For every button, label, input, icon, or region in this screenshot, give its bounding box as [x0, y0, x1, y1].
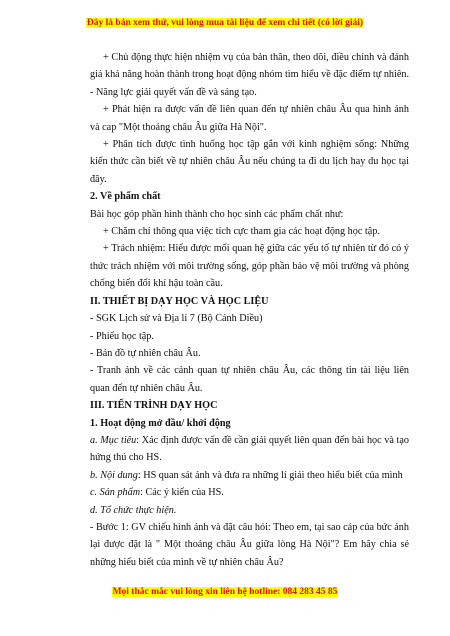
- implementation-label: d. Tổ chức thực hiện.: [90, 504, 177, 516]
- section-heading: 2. Về phẩm chất: [90, 191, 161, 203]
- objective-text: : Xác định được vấn đề cần giải quyết liên quan đến bài học và tạo hứng thú cho HS.: [90, 434, 409, 464]
- paragraph: + Chủ động thực hiện nhiệm vụ của bản thân, theo dõi, điều chỉnh và đánh giá khả năng hoàn thành trong hoạt động nhóm tìm hiểu về đặc điểm tự nhiên.: [90, 52, 410, 81]
- content-label: b. Nội dung: [90, 469, 138, 481]
- hotline-banner-text: Mọi thắc mắc vui lòng xin liên hệ hotline: 084 283 45 85: [112, 587, 338, 597]
- hotline-banner: [0, 587, 450, 597]
- preview-banner-text: Đây là bản xem thử, vui lòng mua tài liệu để xem chi tiết (có lời giải): [86, 18, 364, 28]
- paragraph: - Bản đồ tự nhiên châu Âu.: [90, 347, 201, 359]
- paragraph: - Tranh ảnh về các cảnh quan tự nhiên châu Âu, các thông tin tài liệu liên quan đến tự nhiên châu Âu.: [90, 365, 409, 394]
- document-body: [90, 49, 409, 571]
- paragraph: - SGK Lịch sử và Địa lí 7 (Bộ Cánh Diều): [90, 313, 263, 325]
- objective-label: a. Mục tiêu: [90, 434, 137, 446]
- product-text: : Các ý kiến của HS.: [140, 487, 224, 499]
- paragraph: + Chăm chỉ thông qua việc tích cực tham gia các hoạt động học tập.: [103, 226, 380, 238]
- product-item: [90, 484, 409, 501]
- paragraph: - Bước 1: GV chiếu hình ảnh và đặt câu hỏi: Theo em, tại sao cáp của bức ảnh lại được đặt là " Một thoáng châu Âu giữa lòng Hà Nội"? Em hãy chia sẻ những hiểu biết của mình về tự nhiên châu Âu?: [90, 521, 409, 568]
- section-heading: III. TIẾN TRÌNH DẠY HỌC: [90, 400, 218, 412]
- paragraph: - Phiếu học tập.: [90, 330, 154, 342]
- paragraph: - Năng lực giải quyết vấn đề và sáng tạo.: [90, 86, 257, 98]
- content-text: : HS quan sát ảnh và đưa ra những lí giải theo hiểu biết của mình: [137, 469, 403, 481]
- paragraph: + Phân tích được tình huống học tập gắn với kinh nghiệm sống: Những kiến thức cần biết về tự nhiên châu Âu nếu chúng ta đi du lịch hay du học tại đây.: [90, 139, 409, 185]
- product-label: c. Sản phẩm: [90, 487, 141, 499]
- paragraph: + Trách nhiệm: Hiểu được mối quan hệ giữa các yếu tố tự nhiên từ đó có ý thức trách nhiệm với môi trường sống, góp phần bảo vệ môi trường và phòng chống biến đổi khí hậu toàn cầu.: [90, 243, 409, 290]
- paragraph: + Phát hiện ra được vấn đề liên quan đến tự nhiên châu Âu qua hình ảnh và cap "Một thoáng châu Âu giữa Hà Nội".: [90, 104, 409, 133]
- section-heading: 1. Hoạt động mở đầu/ khởi động: [90, 417, 231, 429]
- section-heading: II. THIẾT BỊ DẠY HỌC VÀ HỌC LIỆU: [90, 295, 269, 307]
- content-item: [90, 467, 409, 484]
- objective-item: [90, 432, 409, 467]
- preview-banner: [0, 18, 450, 28]
- paragraph: Bài học góp phần hình thành cho học sinh các phẩm chất như:: [90, 208, 344, 220]
